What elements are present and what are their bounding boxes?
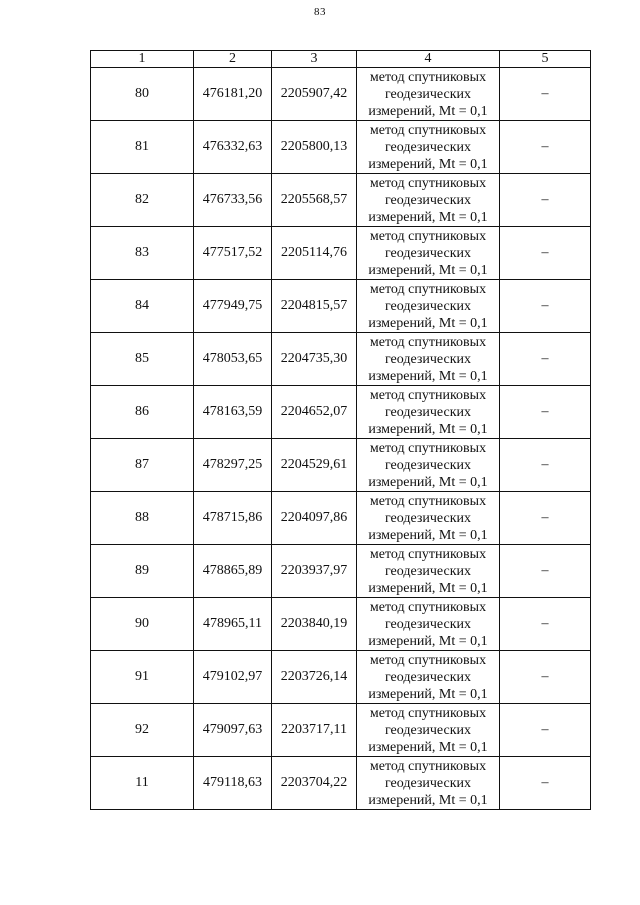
method-text-line: геодезических <box>384 192 471 208</box>
method-text-line: геодезических <box>384 139 471 155</box>
method-text-line: геодезических <box>384 775 471 791</box>
y-coordinate-cell: 2205568,57 <box>272 174 357 227</box>
point-number-cell: 90 <box>91 598 194 651</box>
point-number-cell: 85 <box>91 333 194 386</box>
method-text-line: метод спутниковых <box>369 69 487 85</box>
table-row <box>91 227 591 280</box>
method-cell <box>357 598 500 651</box>
x-coordinate-cell: 477949,75 <box>194 280 272 333</box>
method-cell <box>357 704 500 757</box>
method-text-line: геодезических <box>384 616 471 632</box>
table-header-row <box>91 51 591 68</box>
y-coordinate-cell: 2203937,97 <box>272 545 357 598</box>
point-number-cell: 82 <box>91 174 194 227</box>
x-coordinate-cell: 479118,63 <box>194 757 272 810</box>
table-row <box>91 492 591 545</box>
method-cell <box>357 492 500 545</box>
method-cell <box>357 439 500 492</box>
table-row <box>91 68 591 121</box>
x-coordinate-cell: 479102,97 <box>194 651 272 704</box>
table-row <box>91 757 591 810</box>
method-text-line: геодезических <box>384 457 471 473</box>
x-coordinate-cell: 478715,86 <box>194 492 272 545</box>
method-text-line: метод спутниковых <box>369 546 487 562</box>
y-coordinate-cell: 2205907,42 <box>272 68 357 121</box>
x-coordinate-cell: 476733,56 <box>194 174 272 227</box>
method-text-line: измерений, Mt = 0,1 <box>368 315 488 331</box>
note-cell: – <box>500 121 591 174</box>
method-cell <box>357 757 500 810</box>
table-row <box>91 651 591 704</box>
method-text-line: измерений, Mt = 0,1 <box>368 209 488 225</box>
method-text-line: метод спутниковых <box>369 175 487 191</box>
column-header: 4 <box>357 51 500 68</box>
method-text-line: метод спутниковых <box>369 440 487 456</box>
y-coordinate-cell: 2204652,07 <box>272 386 357 439</box>
column-header: 1 <box>91 51 194 68</box>
method-text-line: метод спутниковых <box>369 652 487 668</box>
note-cell: – <box>500 545 591 598</box>
note-cell: – <box>500 386 591 439</box>
method-text-line: измерений, Mt = 0,1 <box>368 792 488 808</box>
method-text-line: геодезических <box>384 86 471 102</box>
note-cell: – <box>500 704 591 757</box>
table-row <box>91 386 591 439</box>
point-number-cell: 89 <box>91 545 194 598</box>
y-coordinate-cell: 2205114,76 <box>272 227 357 280</box>
method-text-line: метод спутниковых <box>369 228 487 244</box>
note-cell: – <box>500 492 591 545</box>
method-cell <box>357 121 500 174</box>
method-cell <box>357 68 500 121</box>
note-cell: – <box>500 227 591 280</box>
method-text-line: измерений, Mt = 0,1 <box>368 474 488 490</box>
x-coordinate-cell: 476332,63 <box>194 121 272 174</box>
method-text-line: измерений, Mt = 0,1 <box>368 103 488 119</box>
method-text-line: метод спутниковых <box>369 281 487 297</box>
method-text-line: геодезических <box>384 510 471 526</box>
method-text-line: геодезических <box>384 298 471 314</box>
page-number: 83 <box>314 6 326 18</box>
method-cell <box>357 545 500 598</box>
note-cell: – <box>500 757 591 810</box>
point-number-cell: 91 <box>91 651 194 704</box>
point-number-cell: 81 <box>91 121 194 174</box>
point-number-cell: 88 <box>91 492 194 545</box>
y-coordinate-cell: 2204529,61 <box>272 439 357 492</box>
note-cell: – <box>500 651 591 704</box>
x-coordinate-cell: 478965,11 <box>194 598 272 651</box>
y-coordinate-cell: 2203704,22 <box>272 757 357 810</box>
y-coordinate-cell: 2205800,13 <box>272 121 357 174</box>
column-header: 5 <box>500 51 591 68</box>
y-coordinate-cell: 2204735,30 <box>272 333 357 386</box>
method-text-line: геодезических <box>384 404 471 420</box>
method-text-line: метод спутниковых <box>369 599 487 615</box>
method-text-line: геодезических <box>384 351 471 367</box>
point-number-cell: 83 <box>91 227 194 280</box>
table-row <box>91 333 591 386</box>
method-text-line: метод спутниковых <box>369 758 487 774</box>
method-cell <box>357 386 500 439</box>
table-row <box>91 598 591 651</box>
method-text-line: измерений, Mt = 0,1 <box>368 739 488 755</box>
y-coordinate-cell: 2203717,11 <box>272 704 357 757</box>
method-text-line: геодезических <box>384 722 471 738</box>
column-header: 2 <box>194 51 272 68</box>
x-coordinate-cell: 478865,89 <box>194 545 272 598</box>
method-text-line: измерений, Mt = 0,1 <box>368 368 488 384</box>
table-row <box>91 280 591 333</box>
method-text-line: метод спутниковых <box>369 122 487 138</box>
table-row <box>91 121 591 174</box>
table-row <box>91 545 591 598</box>
x-coordinate-cell: 476181,20 <box>194 68 272 121</box>
method-cell <box>357 227 500 280</box>
method-cell <box>357 174 500 227</box>
table-row <box>91 174 591 227</box>
method-text-line: геодезических <box>384 245 471 261</box>
point-number-cell: 87 <box>91 439 194 492</box>
x-coordinate-cell: 479097,63 <box>194 704 272 757</box>
table-row <box>91 439 591 492</box>
point-number-cell: 11 <box>91 757 194 810</box>
method-text-line: измерений, Mt = 0,1 <box>368 156 488 172</box>
method-text-line: измерений, Mt = 0,1 <box>368 686 488 702</box>
point-number-cell: 84 <box>91 280 194 333</box>
column-header: 3 <box>272 51 357 68</box>
method-text-line: геодезических <box>384 669 471 685</box>
point-number-cell: 80 <box>91 68 194 121</box>
table-row <box>91 704 591 757</box>
method-text-line: метод спутниковых <box>369 705 487 721</box>
x-coordinate-cell: 478163,59 <box>194 386 272 439</box>
note-cell: – <box>500 333 591 386</box>
method-text-line: измерений, Mt = 0,1 <box>368 527 488 543</box>
y-coordinate-cell: 2204097,86 <box>272 492 357 545</box>
method-text-line: измерений, Mt = 0,1 <box>368 262 488 278</box>
method-cell <box>357 280 500 333</box>
method-text-line: геодезических <box>384 563 471 579</box>
y-coordinate-cell: 2203726,14 <box>272 651 357 704</box>
method-text-line: измерений, Mt = 0,1 <box>368 421 488 437</box>
method-text-line: метод спутниковых <box>369 334 487 350</box>
note-cell: – <box>500 174 591 227</box>
note-cell: – <box>500 439 591 492</box>
note-cell: – <box>500 280 591 333</box>
method-text-line: измерений, Mt = 0,1 <box>368 633 488 649</box>
coordinates-table <box>90 50 591 810</box>
y-coordinate-cell: 2204815,57 <box>272 280 357 333</box>
method-text-line: измерений, Mt = 0,1 <box>368 580 488 596</box>
note-cell: – <box>500 598 591 651</box>
x-coordinate-cell: 478297,25 <box>194 439 272 492</box>
x-coordinate-cell: 477517,52 <box>194 227 272 280</box>
method-text-line: метод спутниковых <box>369 493 487 509</box>
method-text-line: метод спутниковых <box>369 387 487 403</box>
point-number-cell: 92 <box>91 704 194 757</box>
method-cell <box>357 651 500 704</box>
x-coordinate-cell: 478053,65 <box>194 333 272 386</box>
point-number-cell: 86 <box>91 386 194 439</box>
y-coordinate-cell: 2203840,19 <box>272 598 357 651</box>
note-cell: – <box>500 68 591 121</box>
method-cell <box>357 333 500 386</box>
